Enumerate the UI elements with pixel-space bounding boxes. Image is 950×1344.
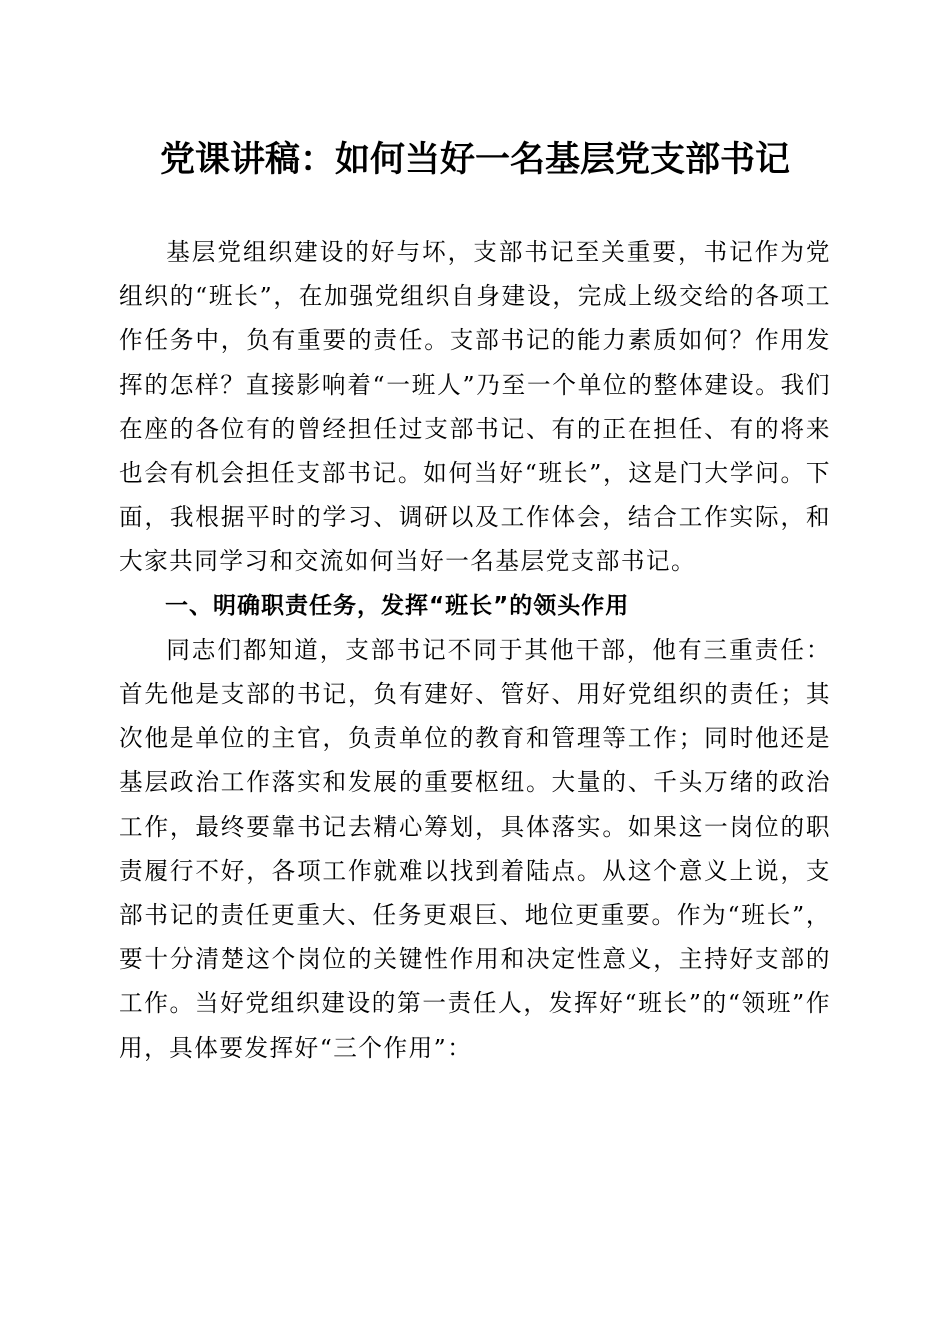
document-body <box>119 230 831 1070</box>
document-title: 党课讲稿：如何当好一名基层党支部书记 <box>159 139 790 180</box>
intro-paragraph: 基层党组织建设的好与坏，支部书记至关重要，书记作为党组织的“班长”，在加强党组织自身建设，完成上级交给的各项工作任务中，负有重要的责任。支部书记的能力素质如何？作用发挥的怎样？直接影响着“一班人”乃至一个单位的整体建设。我们在座的各位有的曾经担任过支部书记、有的正在担任、有的将来也会有机会担任支部书记。如何当好“班长”，这是门大学问。下面，我根据平时的学习、调研以及工作体会，结合工作实际，和大家共同学习和交流如何当好一名基层党支部书记。 <box>119 238 831 576</box>
body-paragraph: 同志们都知道，支部书记不同于其他干部，他有三重责任：首先他是支部的书记，负有建好、管好、用好党组织的责任；其次他是单位的主官，负责单位的教育和管理等工作；同时他还是基层政治工作落实和发展的重要枢纽。大量的、千头万绪的政治工作，最终要靠书记去精心筹划，具体落实。如果这一岗位的职责履行不好，各项工作就难以找到着陆点。从这个意义上说，支部书记的责任更重大、任务更艰巨、地位更重要。作为“班长”，要十分清楚这个岗位的关键性作用和决定性意义，主持好支部的工作。当好党组织建设的第一责任人，发挥好“班长”的“领班”作用，具体要发挥好“三个作用”： <box>119 635 831 1062</box>
section-heading: 一、明确职责任务，发挥“班长”的领头作用 <box>165 592 630 619</box>
